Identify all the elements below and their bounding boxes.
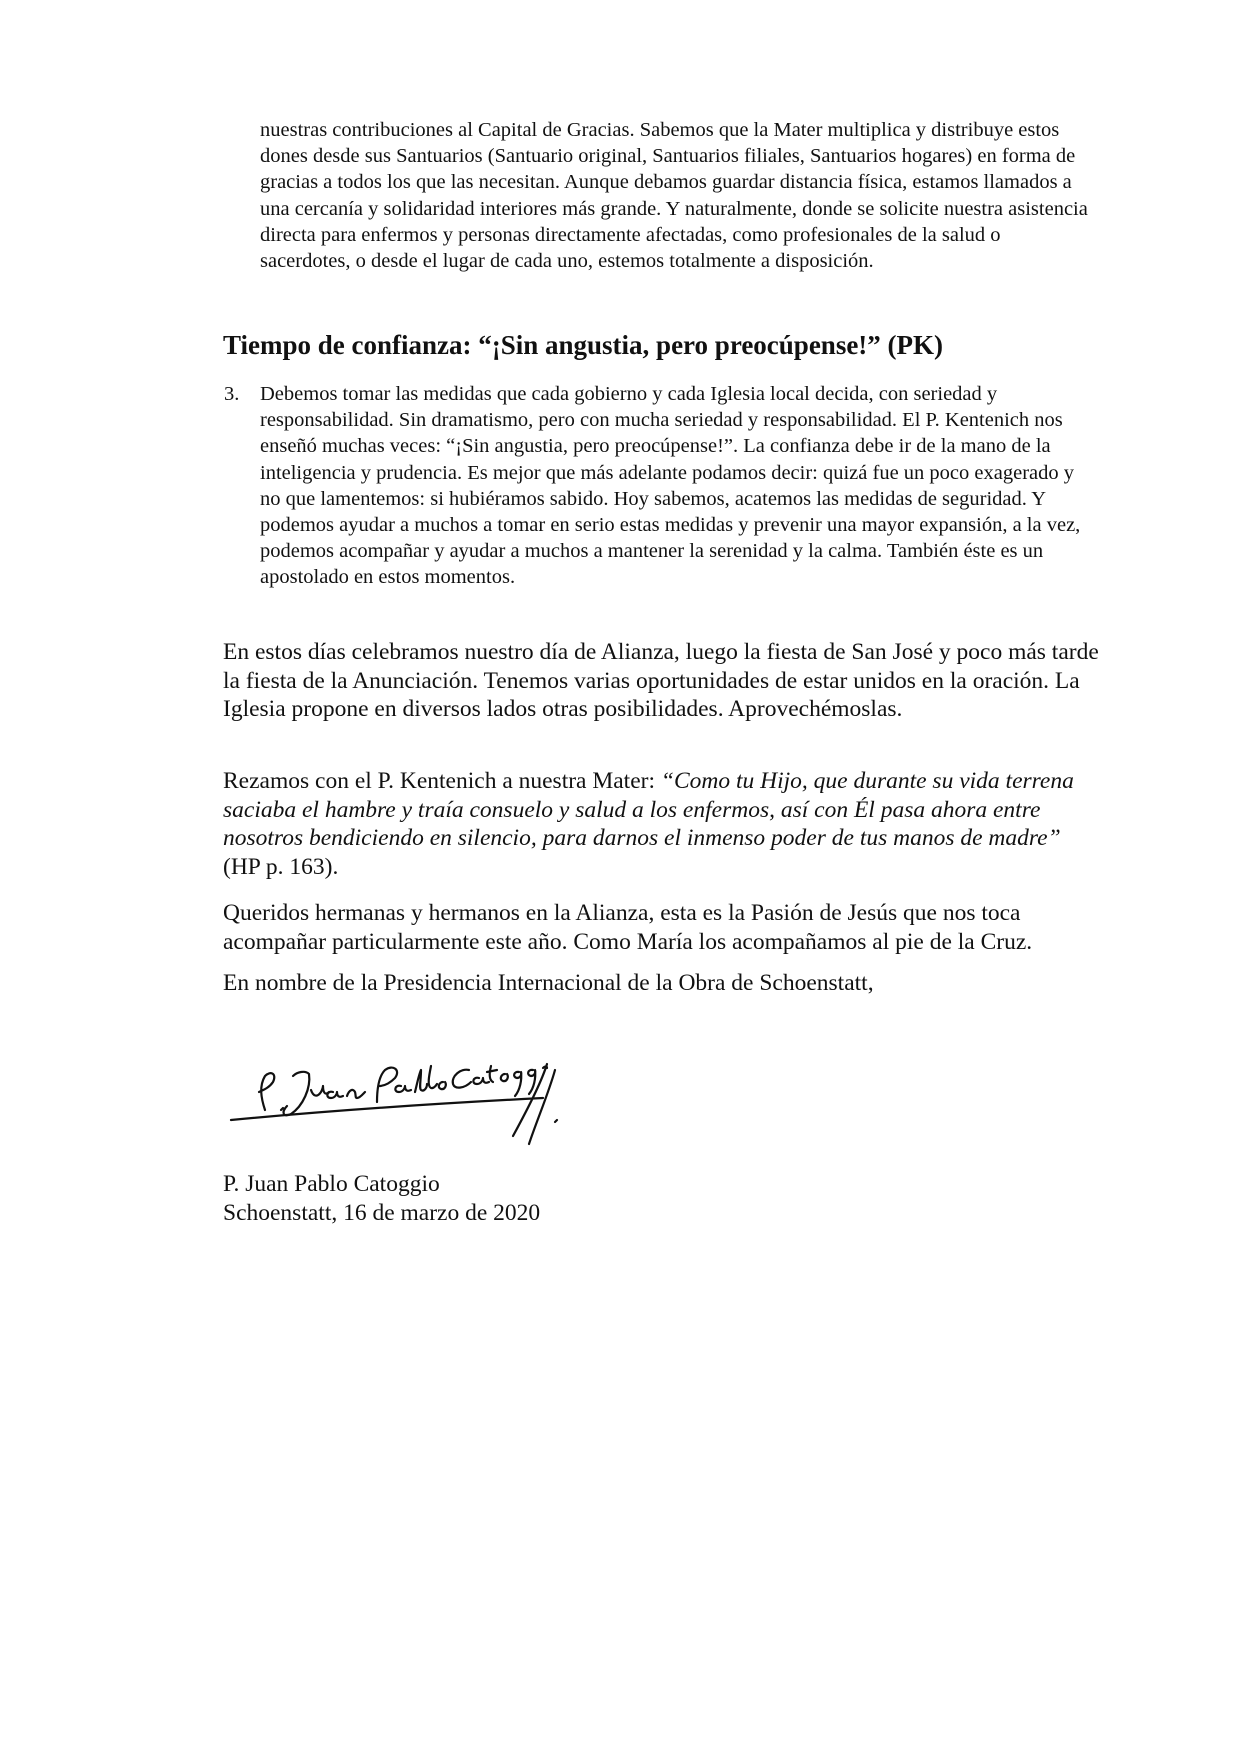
celebrations-paragraph: En estos días celebramos nuestro día de Alianza, luego la fiesta de San José y poco más tarde la fiesta de la Anunciación. Tenemos varias oportunidades de estar unidos en la oración. La Iglesia propone en diversos lados otras posibilidades. Aprovechémoslas.	[223, 639, 1099, 723]
prayer-paragraph	[223, 767, 1103, 881]
signer-name: P. Juan Pablo Catoggio	[223, 1171, 440, 1197]
handwritten-signature	[225, 1040, 570, 1150]
place-date: Schoenstatt, 16 de marzo de 2020	[223, 1199, 541, 1226]
prayer-intro: Rezamos con el P. Kentenich a nuestra Mater:	[223, 768, 661, 794]
point-3-paragraph: Debemos tomar las medidas que cada gobierno y cada Iglesia local decida, con seriedad y responsabilidad. Sin dramatismo, pero con mucha seriedad y responsabilidad. El P. Kentenich nos enseñó muchas veces: “¡Sin angustia, pero preocúpense!”. La confianza debe ir de la mano de la inteligencia y prudencia. Es mejor que más adelante podamos decir: quizá fue un poco exagerado y no que lamentemos: si hubiéramos sabido. Hoy sabemos, acatemos las medidas de seguridad. Y podemos ayudar a muchos a tomar en serio estas medidas y prevenir una mayor expansión, a la vez, podemos acompañar y ayudar a muchos a mantener la serenidad y la calma. También éste es un apostolado en estos momentos.	[260, 383, 1081, 589]
passion-paragraph: Queridos hermanas y hermanos en la Alianza, esta es la Pasión de Jesús que nos toca acompañar particularmente este año. Como María los acompañamos al pie de la Cruz.	[223, 900, 1033, 955]
prayer-citation: (HP p. 163).	[223, 853, 339, 880]
closing-block	[223, 1170, 540, 1228]
section-heading: Tiempo de confianza: “¡Sin angustia, pero preocúpense!” (PK)	[223, 330, 944, 360]
intro-continuation-paragraph: nuestras contribuciones al Capital de Gracias. Sabemos que la Mater multiplica y distribuye estos dones desde sus Santuarios (Santuario original, Santuarios filiales, Santuarios hogares) en forma de gracias a todos los que las necesitan. Aunque debamos guardar distancia física, estamos llamados a una cercanía y solidaridad interiores más grande. Y naturalmente, donde se solicite nuestra asistencia directa para enfermos y personas directamente afectadas, como profesionales de la salud o sacerdotes, o desde el lugar de cada uno, estemos totalmente a disposición.	[260, 119, 1088, 273]
list-item-number: 3.	[224, 383, 240, 405]
prayer-quote: “Como tu Hijo, que durante su vida terrena saciaba el hambre y traía consuelo y salud a los enfermos, así con Él pasa ahora entre nosotros bendiciendo en silencio, para darnos el inmenso poder de tus manos de madre”	[223, 768, 1074, 852]
presidency-line: En nombre de la Presidencia Internacional de la Obra de Schoenstatt,	[223, 970, 874, 996]
